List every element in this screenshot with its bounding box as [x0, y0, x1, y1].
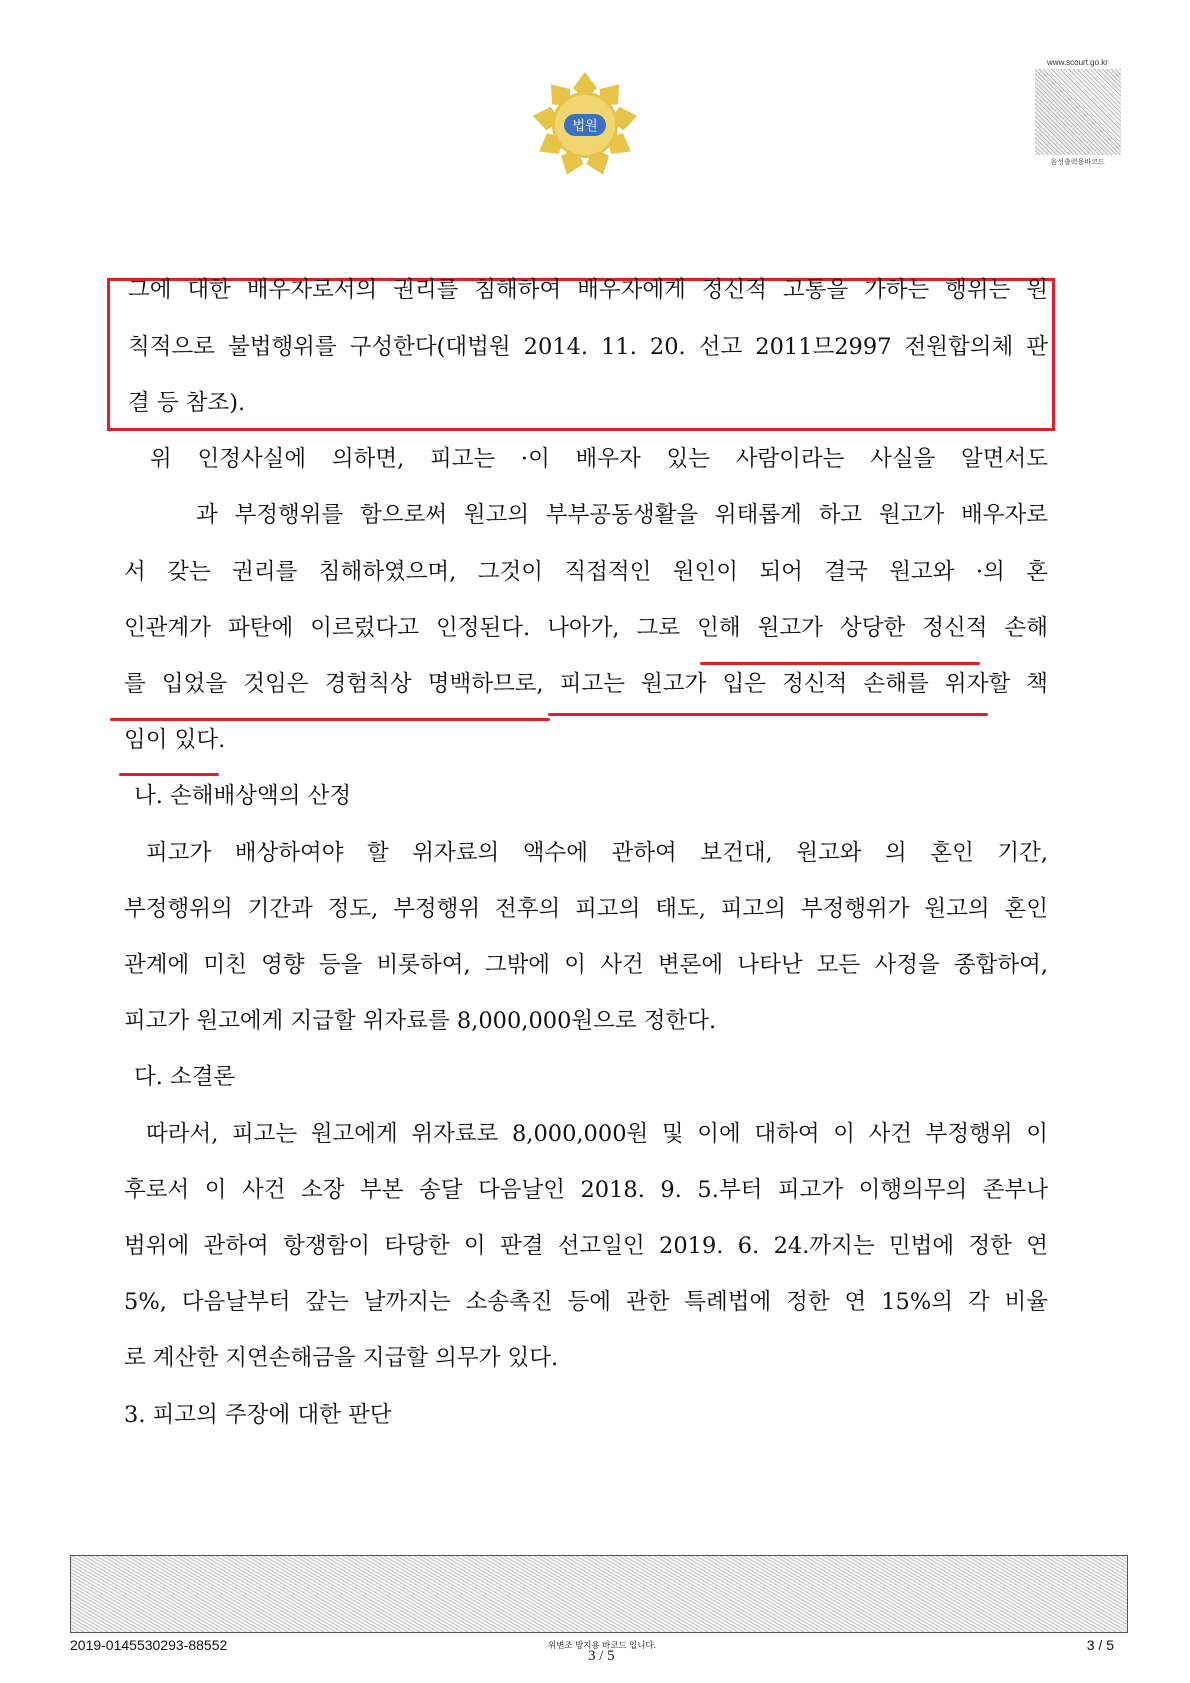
text-line: 부정행위의 기간과 정도, 부정행위 전후의 피고의 태도, 피고의 부정행위가 원고의 혼인 — [124, 896, 1048, 922]
text-line: 위 인정사실에 의하면, 피고는 ·이 배우자 있는 사람이라는 사실을 알면서도 — [150, 446, 1048, 472]
audio-barcode — [1030, 58, 1125, 178]
text-line: 5%, 다음날부터 갚는 날까지는 소송촉진 등에 관한 특례법에 정한 연 15%의 각 비율 — [124, 1289, 1048, 1315]
qr-code-icon — [1035, 69, 1121, 155]
seal-text: 법원 — [572, 119, 598, 134]
page-number: 3 / 5 — [1086, 1637, 1114, 1653]
text-line: 피고가 배상하여야 할 위자료의 액수에 관하여 보건대, 원고와 의 혼인 기간, — [146, 840, 1048, 866]
text-line: 3. 피고의 주장에 대한 판단 — [124, 1402, 392, 1428]
barcode-note: 위변조 방지용 바코드 입니다. — [548, 1640, 656, 1650]
text-line: 다. 소결론 — [134, 1064, 236, 1090]
underline-1 — [700, 662, 980, 665]
qr-url: www.scourt.go.kr — [1047, 58, 1108, 67]
text-line: 나. 손해배상액의 산정 — [134, 783, 352, 809]
page-number-center: 3 / 5 — [588, 1648, 615, 1664]
qr-caption: 음성출력용바코드 — [1050, 159, 1105, 166]
text-line: 칙적으로 불법행위를 구성한다(대법원 2014. 11. 20. 선고 2011므2997 전원합의체 판 — [128, 334, 1048, 360]
text-line: 서 갖는 권리를 침해하였으며, 그것이 직접적인 원인이 되어 결국 원고와 ·의 혼 — [124, 559, 1048, 585]
text-line: 를 입었을 것임은 경험칙상 명백하므로, 피고는 원고가 입은 정신적 손해를 위자할 책 — [124, 671, 1048, 697]
underline-3 — [548, 713, 988, 716]
underline-4 — [119, 773, 219, 776]
text-line: 그에 대한 배우자로서의 권리를 침해하여 배우자에게 정신적 고통을 가하는 행위는 원 — [128, 277, 1048, 303]
text-line: 피고가 원고에게 지급할 위자료를 8,000,000원으로 정한다. — [124, 1008, 717, 1034]
forgery-prevention-barcode — [70, 1555, 1128, 1633]
text-line: 과 부정행위를 함으로써 원고의 부부공동생활을 위태롭게 하고 원고가 배우자로 — [196, 502, 1048, 528]
text-line: 임이 있다. — [124, 727, 226, 753]
text-line: 후로서 이 사건 소장 부본 송달 다음날인 2018. 9. 5.부터 피고가 이행의무의 존부나 — [124, 1177, 1048, 1203]
court-seal-icon — [530, 70, 640, 180]
text-line: 따라서, 피고는 원고에게 위자료로 8,000,000원 및 이에 대하여 이 사건 부정행위 이 — [146, 1121, 1048, 1147]
underline-2 — [110, 718, 550, 721]
text-line: 관계에 미친 영향 등을 비롯하여, 그밖에 이 사건 변론에 나타난 모든 사정을 종합하여, — [124, 952, 1048, 978]
document-id: 2019-0145530293-88552 — [70, 1637, 228, 1653]
text-line: 범위에 관하여 항쟁함이 타당한 이 판결 선고일인 2019. 6. 24.까지는 민법에 정한 연 — [124, 1233, 1048, 1259]
text-line: 로 계산한 지연손해금을 지급할 의무가 있다. — [124, 1345, 559, 1371]
text-line: 인관계가 파탄에 이르렀다고 인정된다. 나아가, 그로 인해 원고가 상당한 정신적 손해 — [124, 615, 1048, 641]
text-line: 결 등 참조). — [128, 390, 246, 416]
